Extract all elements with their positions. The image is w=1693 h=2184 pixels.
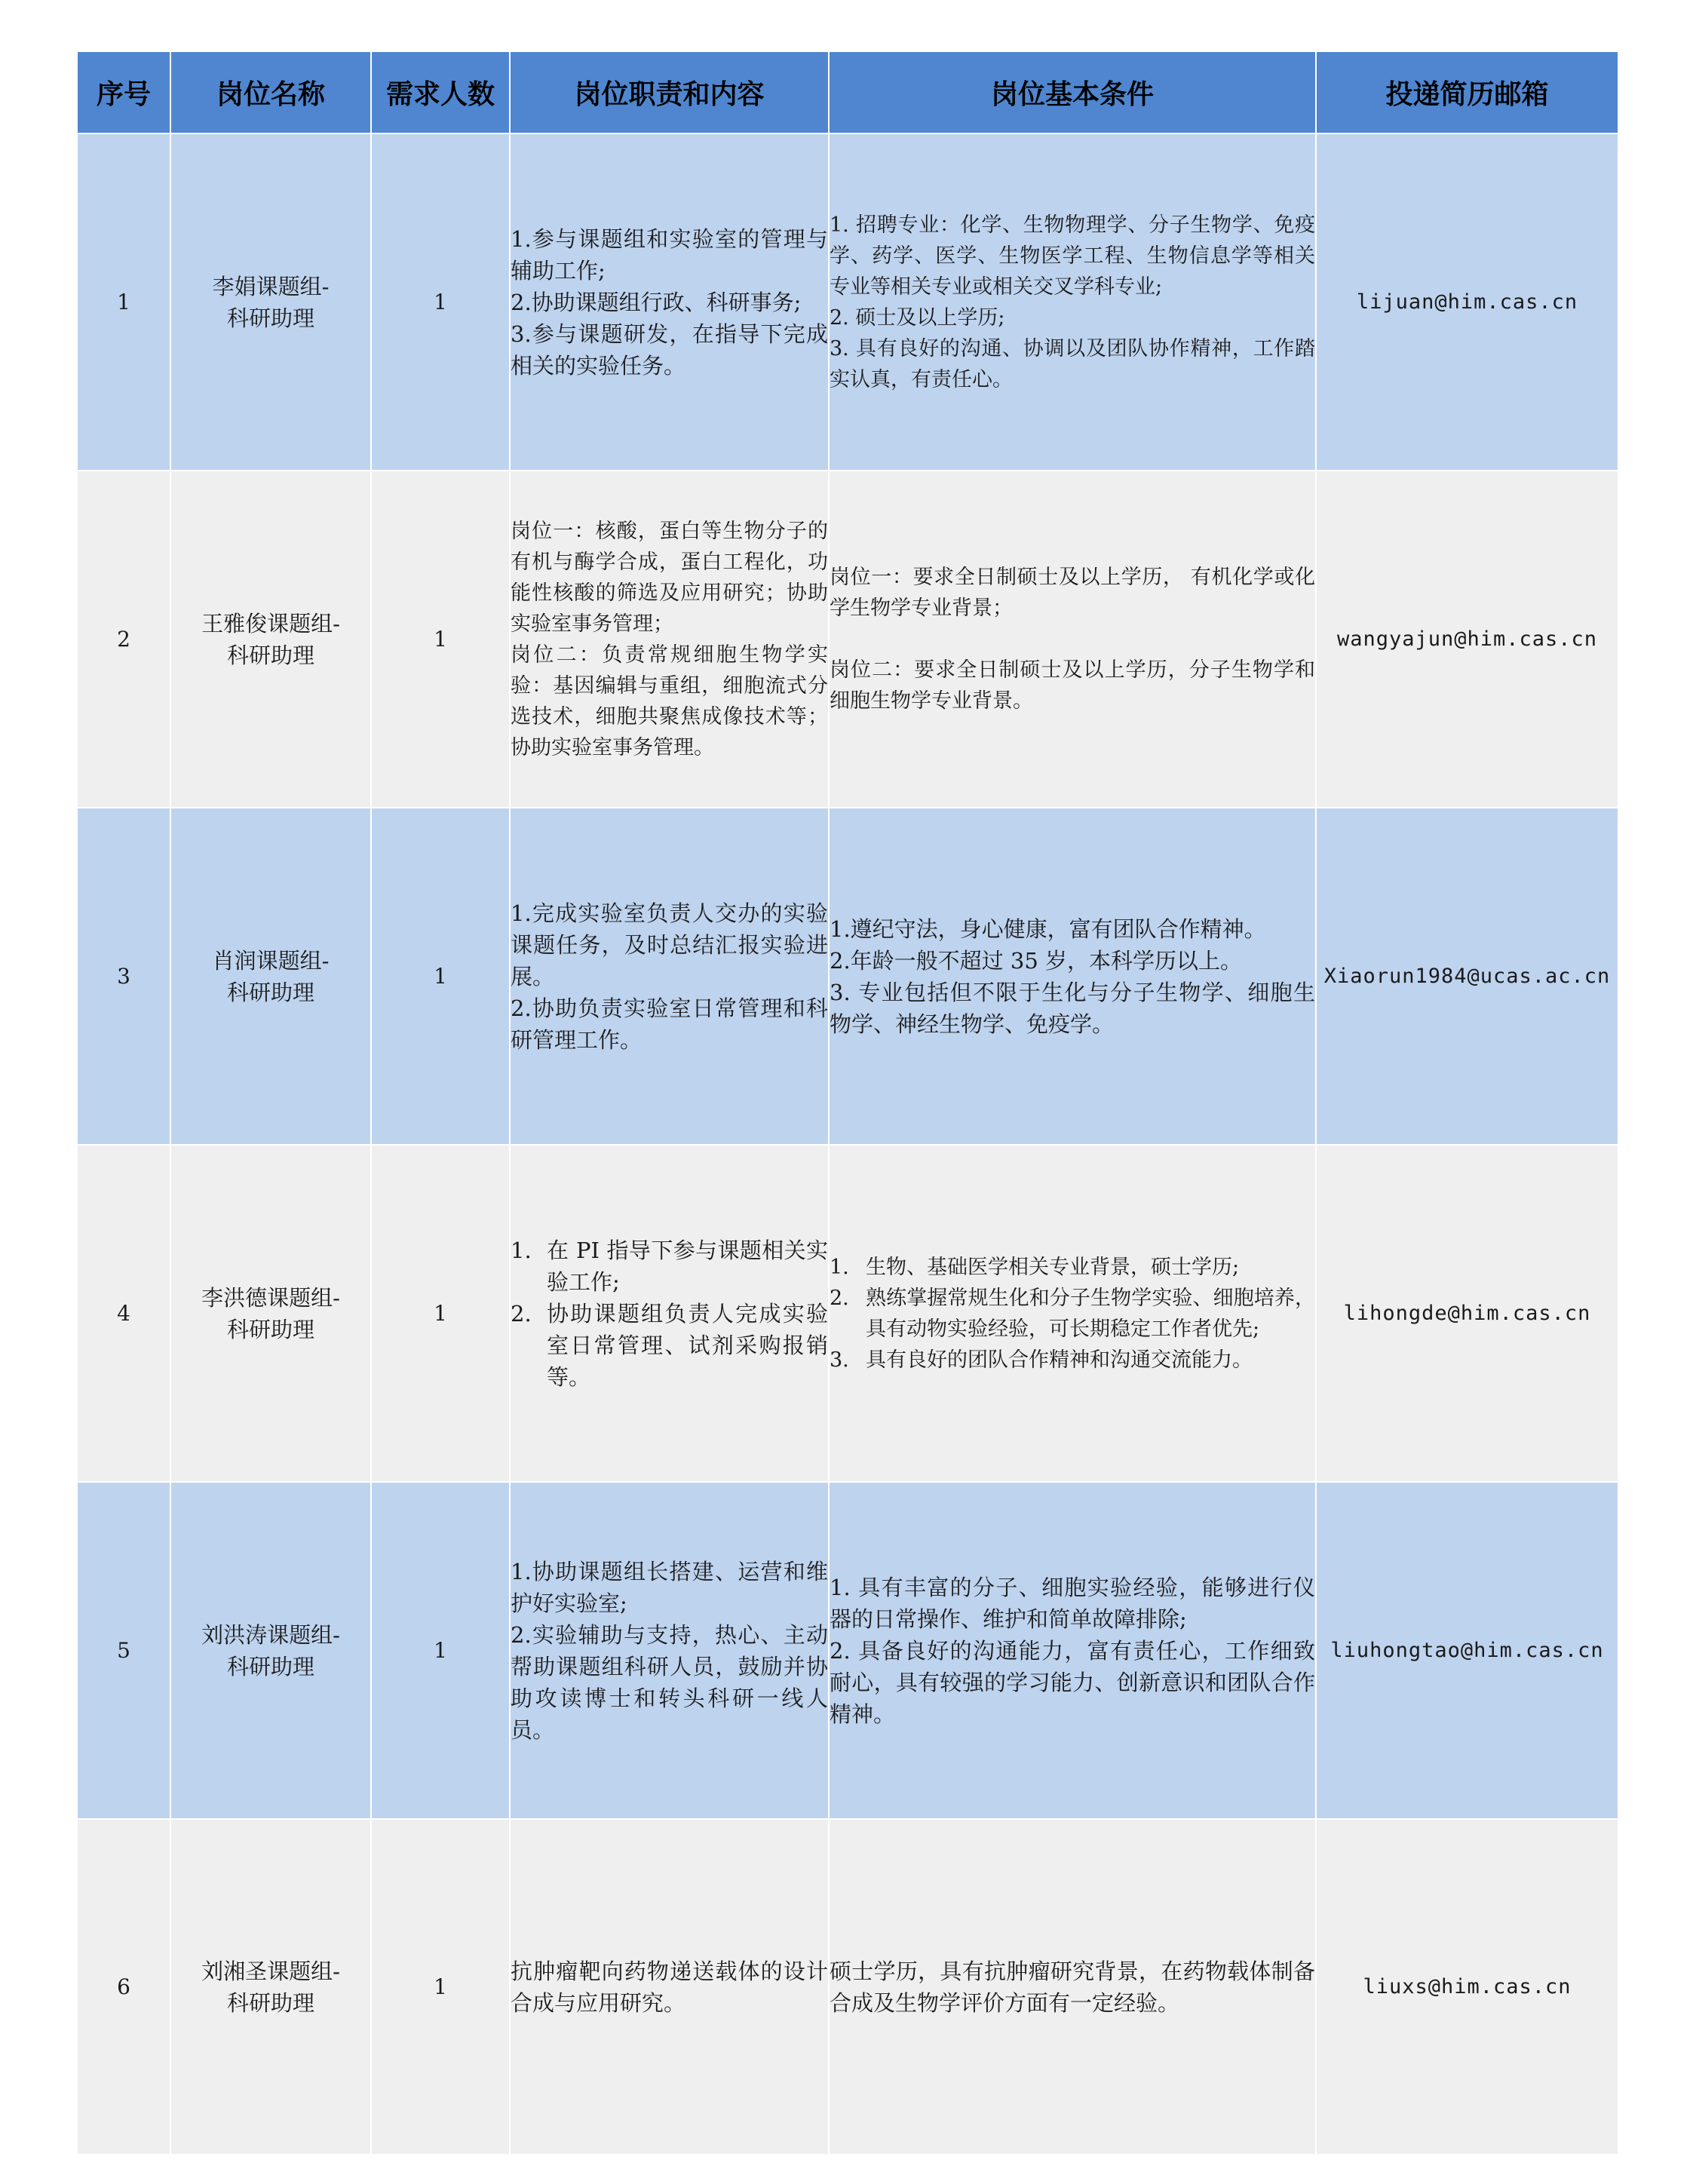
duty-list [511,1235,828,1393]
requirements-cell [829,133,1316,471]
position-name-line: 科研助理 [226,979,314,1005]
position-name-line: 李娟课题组- [212,273,330,299]
requirement-list [830,1252,1315,1376]
requirement-item: 3. 具有良好的沟通、协调以及团队协作精神，工作踏实认真，有责任心。 [830,336,1315,391]
requirement-index: 2. [830,1286,849,1310]
header-row [77,51,1618,133]
position-name [170,1482,371,1819]
header-email: 投递简历邮箱 [1316,51,1618,133]
duty-item: 1.参与课题组和实验室的管理与辅助工作; [511,225,828,284]
email-link[interactable]: Xiaorun1984@ucas.ac.cn [1316,808,1618,1145]
position-name [170,1145,371,1482]
position-name-line: 王雅俊课题组- [201,610,340,636]
email-link[interactable]: liuxs@him.cas.cn [1316,1819,1618,2155]
email-link[interactable]: liuhongtao@him.cas.cn [1316,1482,1618,1819]
duty-item: 3.参与课题研发，在指导下完成相关的实验任务。 [511,321,828,379]
requirement-item: 3. 专业包括但不限于生化与分子生物学、细胞生物学、神经生物学、免疫学。 [830,979,1315,1037]
requirement-item: 岗位一：要求全日制硕士及以上学历， 有机化学或化学生物学专业背景； [830,566,1315,620]
duties-cell [510,1819,829,2155]
position-name-line: 科研助理 [226,1989,314,2016]
headcount: 1 [371,1482,510,1819]
duties-cell [510,133,829,471]
position-name [170,471,371,808]
row-index: 2 [77,471,170,808]
requirements-cell [829,808,1316,1145]
duty-index: 1. [511,1237,532,1263]
position-name [170,808,371,1145]
headcount: 1 [371,133,510,471]
position-name-line: 李洪德课题组- [201,1284,340,1311]
row-index: 1 [77,133,170,471]
requirements-cell [829,1482,1316,1819]
position-name [170,133,371,471]
requirement-item [830,1283,1315,1345]
position-name-line: 科研助理 [226,642,314,668]
header-index: 序号 [77,51,170,133]
recruitment-table [76,51,1619,2155]
requirement-text: 具有良好的团队合作精神和沟通交流能力。 [866,1348,1253,1372]
table-row [77,1819,1618,2155]
duty-item: 1.完成实验室负责人交办的实验课题任务，及时总结汇报实验进展。 [511,900,828,989]
headcount: 1 [371,808,510,1145]
header-headcount: 需求人数 [371,51,510,133]
row-index: 6 [77,1819,170,2155]
duty-item: 1.协助课题组长搭建、运营和维护好实验室; [511,1558,828,1616]
duty-item [511,1298,828,1393]
email-link[interactable]: lijuan@him.cas.cn [1316,133,1618,471]
requirements-cell [829,471,1316,808]
position-name-line: 肖润课题组- [212,947,330,974]
requirement-item: 2. 硕士及以上学历; [830,305,1005,330]
requirements-cell [829,1819,1316,2155]
position-name [170,1819,371,2155]
requirement-text: 生物、基础医学相关专业背景，硕士学历; [866,1255,1240,1279]
duty-item: 岗位二：负责常规细胞生物学实验：基因编辑与重组，细胞流式分选技术，细胞共聚焦成像技术等；协助实验室事务管理。 [511,643,828,759]
table-row [77,808,1618,1145]
duty-item: 2.协助负责实验室日常管理和科研管理工作。 [511,995,828,1053]
table-row [77,1482,1618,1819]
table-row [77,133,1618,471]
row-index: 5 [77,1482,170,1819]
header-position-name: 岗位名称 [170,51,371,133]
headcount: 1 [371,471,510,808]
headcount: 1 [371,1145,510,1482]
duty-text: 在 PI 指导下参与课题相关实验工作; [547,1237,828,1295]
header-requirements: 岗位基本条件 [829,51,1316,133]
position-name-line: 刘洪涛课题组- [201,1621,340,1648]
requirement-item: 硕士学历，具有抗肿瘤研究背景，在药物载体制备合成及生物学评价方面有一定经验。 [830,1958,1315,2016]
requirement-item: 1. 招聘专业：化学、生物物理学、分子生物学、免疫学、药学、医学、生物医学工程、生物信息学等相关专业等相关专业或相关交叉学科专业; [830,213,1315,299]
row-index: 3 [77,808,170,1145]
header-duties: 岗位职责和内容 [510,51,829,133]
duty-item: 抗肿瘤靶向药物递送载体的设计合成与应用研究。 [511,1958,828,2016]
requirements-cell [829,1145,1316,1482]
duties-cell [510,1482,829,1819]
position-name-line: 科研助理 [226,1316,314,1342]
duty-text: 协助课题组负责人完成实验室日常管理、试剂采购报销等。 [547,1300,828,1390]
duty-item: 2.实验辅助与支持，热心、主动帮助课题组科研人员，鼓励并协助攻读博士和转头科研一线人员。 [511,1621,828,1743]
requirement-text: 熟练掌握常规生化和分子生物学实验、细胞培养，具有动物实验经验，可长期稳定工作者优先; [866,1286,1315,1341]
duties-cell [510,1145,829,1482]
duties-cell [510,808,829,1145]
requirement-item: 岗位二：要求全日制硕士及以上学历，分子生物学和细胞生物学专业背景。 [830,658,1315,713]
duty-item: 2.协助课题组行政、科研事务; [511,289,802,315]
requirement-index: 1. [830,1255,849,1279]
requirement-item: 1.遵纪守法，身心健康，富有团队合作精神。 [830,916,1266,942]
requirement-item: 1. 具有丰富的分子、细胞实验经验，能够进行仪器的日常操作、维护和简单故障排除; [830,1574,1315,1632]
headcount: 1 [371,1819,510,2155]
duty-index: 2. [511,1300,532,1327]
position-name-line: 科研助理 [226,1653,314,1679]
position-name-line: 刘湘圣课题组- [201,1958,340,1984]
requirement-item: 2. 具备良好的沟通能力，富有责任心，工作细致耐心，具有较强的学习能力、创新意识和团队合作精神。 [830,1637,1315,1727]
position-name-line: 科研助理 [226,305,314,331]
email-link[interactable]: wangyajun@him.cas.cn [1316,471,1618,808]
table-row [77,1145,1618,1482]
row-index: 4 [77,1145,170,1482]
requirement-item [830,1345,1315,1376]
requirement-item: 2.年龄一般不超过 35 岁，本科学历以上。 [830,947,1243,974]
table-row [77,471,1618,808]
requirement-index: 3. [830,1348,849,1372]
duty-item [511,1235,828,1298]
email-link[interactable]: lihongde@him.cas.cn [1316,1145,1618,1482]
duty-item: 岗位一：核酸，蛋白等生物分子的有机与酶学合成，蛋白工程化，功能性核酸的筛选及应用研究；协助实验室事务管理； [511,519,828,636]
requirement-item [830,1252,1315,1283]
duties-cell [510,471,829,808]
